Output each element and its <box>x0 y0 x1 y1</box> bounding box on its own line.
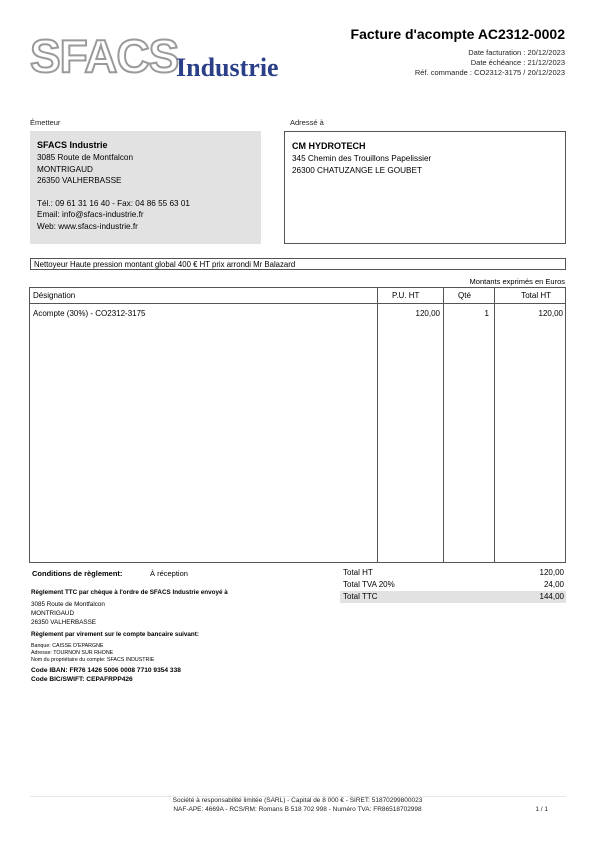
cheque-address <box>31 600 105 627</box>
totals-block <box>340 567 566 603</box>
order-reference: Réf. commande : CO2312-3175 / 20/12/2023 <box>414 68 565 77</box>
account-owner: Nom du propriétaire du compte: SFACS INDUSTRIE <box>31 657 155 663</box>
bank-details <box>31 643 154 664</box>
bank-address: Adresse: TOURNON SUR RHONE <box>31 650 114 656</box>
bank-codes <box>31 666 181 684</box>
sender-address-line: 26350 VALHERBASSE <box>37 176 122 185</box>
total-tva-row <box>340 579 566 591</box>
column-divider <box>494 288 495 562</box>
line-items-table <box>29 287 566 563</box>
invoice-note: Nettoyeur Haute pression montant global 400 € HT prix arrondi Mr Balazard <box>30 258 566 270</box>
footer-legal-line: Société à responsabilité limitée (SARL) - Capital de 8 000 € - SIRET: 51870299800023 <box>172 797 423 804</box>
bank-name: Banque: CAISSE D'EPARGNE <box>31 643 104 649</box>
cheque-address-line: MONTRIGAUD <box>31 610 75 617</box>
header-total: Total HT <box>521 291 551 300</box>
total-ht-label: Total HT <box>343 568 373 577</box>
total-tva-value: 24,00 <box>543 580 564 589</box>
header-unit-price: P.U. HT <box>392 291 420 300</box>
total-ht-value: 120,00 <box>539 568 564 577</box>
invoice-title: Facture d'acompte AC2312-0002 <box>350 26 565 42</box>
row-quantity: 1 <box>484 309 489 318</box>
total-tva-label: Total TVA 20% <box>343 580 395 589</box>
svg-text:SFACS: SFACS <box>30 32 179 82</box>
recipient-address-line: 26300 CHATUZANGE LE GOUBET <box>292 165 422 175</box>
sender-label: Émetteur <box>30 118 61 127</box>
total-ttc-row <box>340 591 566 603</box>
payment-conditions-value: À réception <box>150 569 188 578</box>
recipient-block <box>284 131 566 244</box>
sender-website: Web: www.sfacs-industrie.fr <box>37 221 138 231</box>
recipient-name: CM HYDROTECH <box>292 141 366 151</box>
total-ht-row <box>340 567 566 579</box>
total-ttc-value: 144,00 <box>539 592 564 601</box>
column-divider <box>443 288 444 562</box>
iban: Code IBAN: FR76 1426 5006 0008 7710 9354 338 <box>31 667 181 674</box>
cheque-address-line: 3085 Route de Montfalcon <box>31 601 105 608</box>
bank-transfer-title: Règlement par virement sur le compte bancaire suivant: <box>31 631 199 638</box>
sender-block <box>30 131 261 244</box>
svg-text:Industrie: Industrie <box>176 53 279 82</box>
table-header <box>30 288 565 304</box>
bic-swift: Code BIC/SWIFT: CEPAFRPP426 <box>31 676 133 683</box>
header-designation: Désignation <box>33 291 76 300</box>
footer-registration-line: NAF-APE: 4669A - RCS/RM: Romans B 518 702 998 - Numéro TVA: FR86518702998 <box>173 806 422 813</box>
sender-phone: Tél.: 09 61 31 16 40 - Fax: 04 86 55 63 01 <box>37 198 190 208</box>
sender-email: Email: info@sfacs-industrie.fr <box>37 210 144 219</box>
row-designation: Acompte (30%) - CO2312-3175 <box>33 309 146 318</box>
sender-address-line: 3085 Route de Montfalcon <box>37 153 134 162</box>
currency-note: Montants exprimés en Euros <box>469 277 565 286</box>
total-ttc-label: Total TTC <box>343 592 378 601</box>
company-logo <box>30 32 290 84</box>
header-quantity: Qté <box>458 291 471 300</box>
payment-conditions-label: Conditions de règlement: <box>32 569 123 578</box>
cheque-address-line: 26350 VALHERBASSE <box>31 619 96 626</box>
due-date: Date échéance : 21/12/2023 <box>470 58 565 67</box>
column-divider <box>377 288 378 562</box>
row-unit-price: 120,00 <box>415 309 440 318</box>
row-total: 120,00 <box>538 309 563 318</box>
recipient-address-line: 345 Chemin des Trouillons Papelissier <box>292 154 432 163</box>
invoice-date: Date facturation : 20/12/2023 <box>468 48 565 57</box>
recipient-label: Adressé à <box>290 118 324 127</box>
page-number: 1 / 1 <box>535 806 548 813</box>
sender-name: SFACS Industrie <box>37 140 108 150</box>
cheque-instructions: Règlement TTC par chèque à l'ordre de SFACS Industrie envoyé à <box>31 589 228 596</box>
sender-address-line: MONTRIGAUD <box>37 164 93 174</box>
